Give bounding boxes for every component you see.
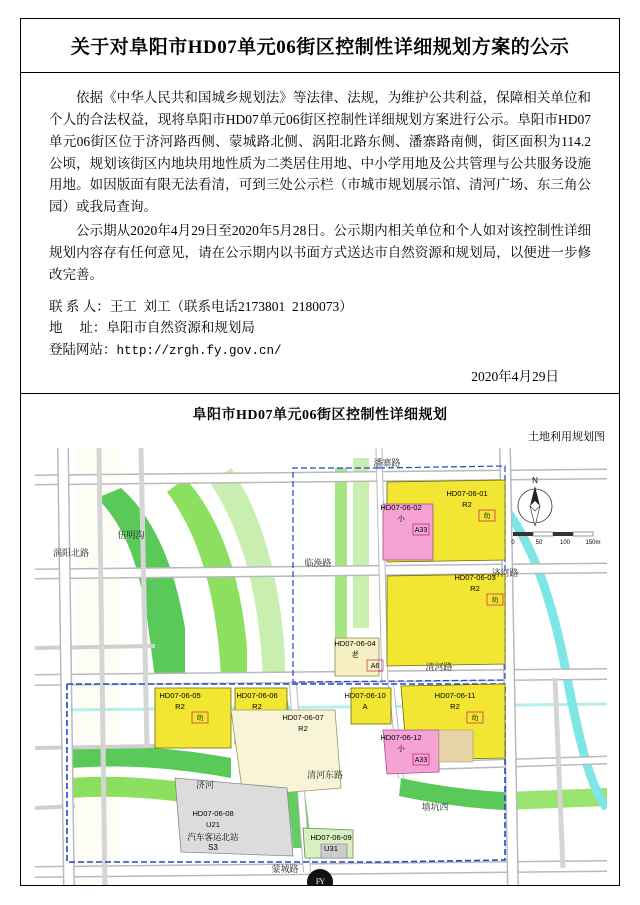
scale-label-3: 150m: [585, 539, 601, 546]
parcel-id: HD07-06-10: [344, 690, 386, 700]
parcel-HD07-06-03[interactable]: [387, 574, 505, 666]
paragraph-1: 依据《中华人民共和国城乡规划法》等法律、法规，为维护公共利益，保障相关单位和个人的合法权益，现将阜阳市HD07单元06街区控制性详细规划方案进行公示。阜阳市HD07单元06街区位于济河路西侧、蒙城路北侧、涡阳北路东侧、潘寨路南侧，街区面积为114.2公顷，规划该街区内地块用地性质为二类居住用地、中小学用地及公共管理与公共服务设施用地。如因版面有限无法看清，可到三处公示栏（市城市规划展示馆、清河广场、东三角公园）或我局查询。: [49, 90, 591, 215]
contact-address-row: [49, 317, 591, 339]
parcel-use-code: U21: [206, 819, 220, 829]
parcel-use-code: U31: [324, 843, 338, 853]
parcel-use-code: 小: [397, 743, 405, 753]
parcel-id: HD07-06-01: [446, 488, 488, 498]
land-use-map[interactable]: [35, 448, 607, 886]
parcel-badge: A6: [370, 662, 380, 670]
scale-label-2: 100: [559, 539, 571, 546]
scale-label-1: 50: [535, 539, 543, 546]
page-title: 关于对阜阳市HD07单元06街区控制性详细规划方案的公示: [70, 37, 570, 58]
parcel-badge: 幼: [491, 596, 499, 604]
contact-person-row: [49, 296, 591, 318]
parcel-use-code: R2: [175, 701, 185, 711]
facility-name: 汽车客运北站: [187, 831, 239, 842]
map-subtitle: 土地利用规划图: [528, 430, 605, 443]
compass-label: N: [532, 475, 538, 485]
parcel-badge: 幼: [196, 714, 204, 722]
document-body: [21, 73, 619, 292]
road-label-济河: 济河: [195, 779, 215, 790]
road-label-临涣路: 临涣路: [304, 557, 332, 568]
parcel-id: HD07-06-04: [334, 638, 376, 648]
parcel-use-code: A: [362, 701, 368, 711]
parcel-badge: A33: [414, 756, 428, 764]
parcel-badge: 幼: [471, 714, 479, 722]
parcel-id: HD07-06-03: [454, 572, 496, 582]
road-label-清河路: 清河路: [425, 661, 453, 672]
parcel-use-code: R2: [450, 701, 460, 711]
document-frame: [20, 18, 620, 886]
parcel-badge: A33: [414, 526, 428, 534]
road-label-潘寨路: 潘寨路: [373, 457, 401, 468]
parcel-use-code: R2: [470, 583, 480, 593]
map-title: 阜阳市HD07单元06街区控制性详细规划: [192, 407, 448, 423]
parcel-id: HD07-06-08: [192, 808, 234, 818]
road-label-济河路: 济河路: [491, 567, 519, 578]
contact-person-value: 王工 刘工（联系电话2173801 2180073）: [109, 298, 353, 314]
parcel-use-code: R2: [462, 499, 472, 509]
road-label-涡阳北路: 涡阳北路: [52, 547, 90, 558]
contact-website-label: 登陆网站：: [49, 341, 117, 357]
parcel-use-code: R2: [252, 701, 262, 711]
publisher-logo: FY: [307, 869, 333, 886]
facility-code: S3: [208, 842, 218, 852]
map-section: [21, 394, 619, 886]
road-label-伍明沟: 伍明沟: [117, 529, 145, 540]
parcel-id: HD07-06-05: [159, 690, 201, 700]
parcel-misc-tan: [439, 730, 473, 762]
parcel-id: HD07-06-11: [434, 690, 476, 700]
parcel-id: HD07-06-02: [380, 502, 422, 512]
parcel-id: HD07-06-09: [310, 832, 352, 842]
parcel-id: HD07-06-06: [236, 690, 278, 700]
road-label-蒙城路: 蒙城路: [271, 863, 299, 874]
road-label-清河东路: 清河东路: [306, 769, 344, 780]
contact-address-label: 地 址：: [49, 320, 107, 336]
contact-address-value: 阜阳市自然资源和规划局: [106, 320, 255, 336]
contact-block: [21, 292, 619, 361]
parcel-use-code: 老: [351, 649, 359, 659]
scale-label-0: 0: [511, 539, 515, 546]
paragraph-2: 公示期从2020年4月29日至2020年5月28日。公示期内相关单位和个人如对该控制性详细规划内容存有任何意见，请在公示期内以书面方式送达市自然资源和规划局，以便进一步修改完善。: [49, 223, 591, 282]
contact-website-value[interactable]: http://zrgh.fy.gov.cn/: [116, 343, 282, 358]
contact-website-row: [49, 339, 591, 361]
parcel-badge: 幼: [483, 512, 491, 520]
document-date: 2020年4月29日: [471, 368, 559, 384]
document-title-bar: [21, 19, 619, 73]
parcel-use-code: R2: [298, 723, 308, 733]
road-label-墙坑西: 墙坑西: [421, 801, 449, 812]
parcel-use-code: 小: [397, 513, 405, 523]
parcel-id: HD07-06-12: [380, 732, 422, 742]
parcel-id: HD07-06-07: [282, 712, 324, 722]
parcel-HD07-06-07[interactable]: [231, 710, 344, 796]
contact-person-label: 联 系 人：: [49, 298, 110, 314]
